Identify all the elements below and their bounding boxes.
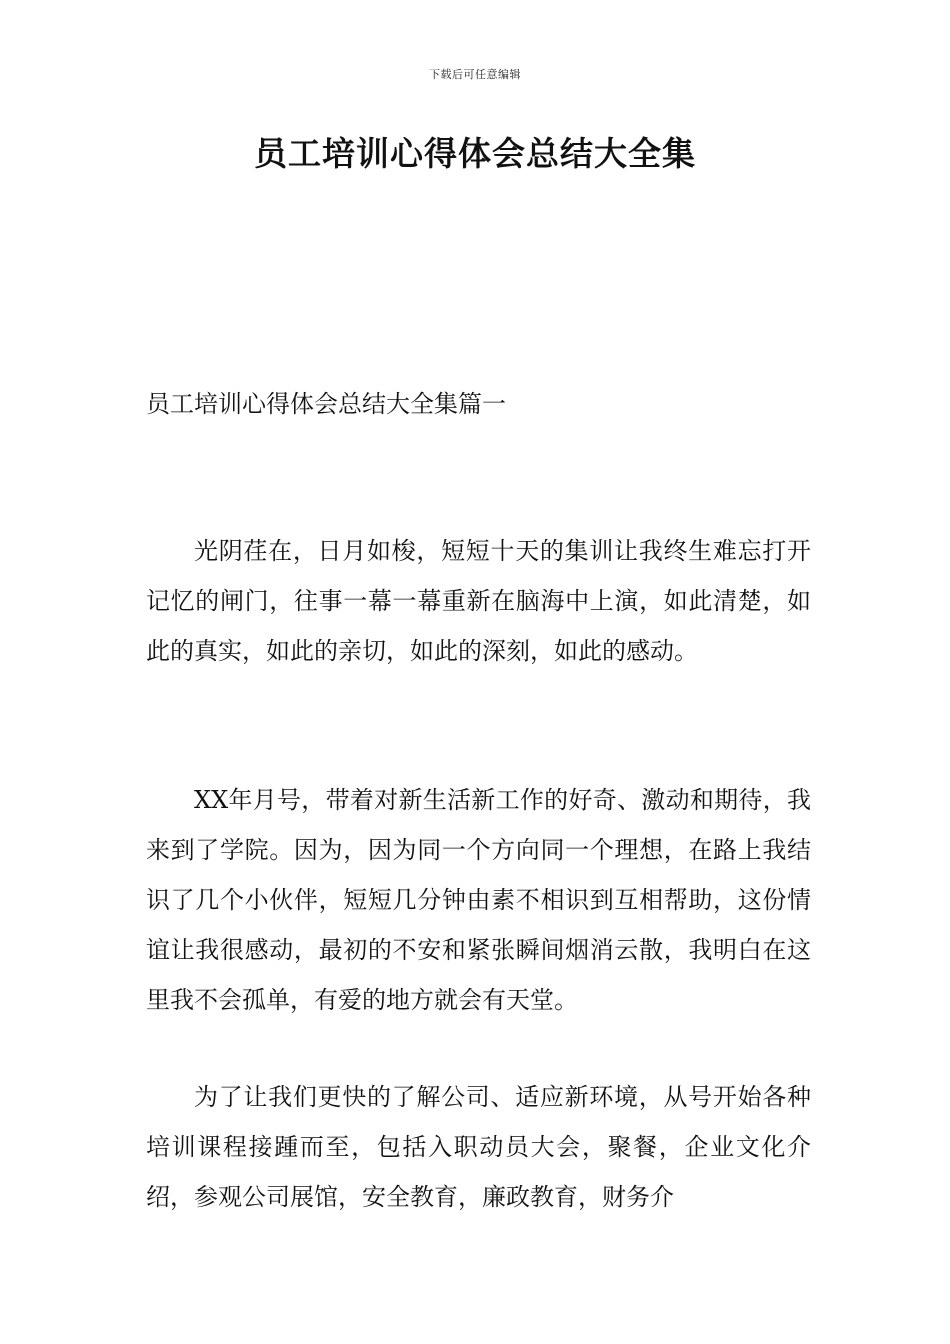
document-title: 员工培训心得体会总结大全集 [254,134,696,173]
body-paragraph-1: 光阴荏在，日月如梭，短短十天的集训让我终生难忘打开记忆的闸门，往事一幕一幕重新在脑海中上演，如此清楚，如此的真实，如此的亲切，如此的深刻，如此的感动。 [146,537,811,665]
body-paragraph-2: XX年月号，带着对新生活新工作的好奇、激动和期待，我来到了学院。因为，因为同一个方向同一个理想，在路上我结识了几个小伙伴，短短几分钟由素不相识到互相帮助，这份情谊让我很感动，最初的不安和紧张瞬间烟消云散，我明白在这里我不会孤单，有爱的地方就会有天堂。 [146,786,811,1014]
body-paragraph-3: 为了让我们更快的了解公司、适应新环境，从号开始各种培训课程接踵而至，包括入职动员大会，聚餐，企业文化介绍，参观公司展馆，安全教育，廉政教育，财务介 [146,1083,811,1211]
section-heading: 员工培训心得体会总结大全集篇一 [146,390,506,418]
header-note: 下载后可任意编辑 [429,68,521,81]
